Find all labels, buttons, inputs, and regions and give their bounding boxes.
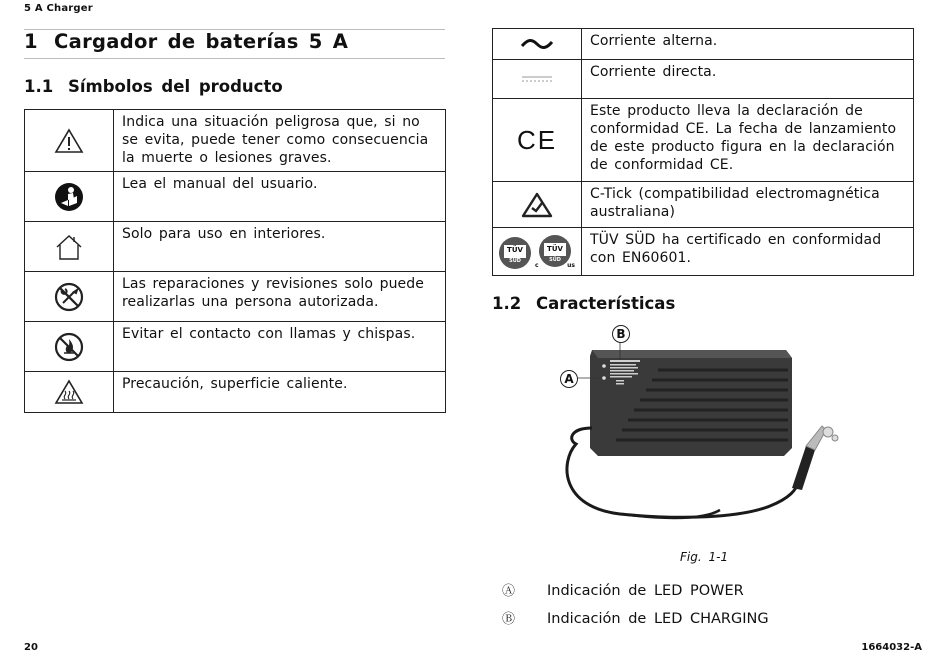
warning-triangle-icon <box>25 110 114 172</box>
page-number: 20 <box>24 642 38 653</box>
symbol-row <box>25 322 446 372</box>
c-tick-icon <box>493 182 582 228</box>
electrical-symbols-table <box>492 28 914 276</box>
symbol-row <box>493 29 914 60</box>
legend-mark-a: Ⓐ <box>502 584 516 599</box>
legend-mark-b: Ⓑ <box>502 612 516 627</box>
tuv-cus-badge: TÜV SÜD c us <box>535 235 575 269</box>
ce-mark-text: CE <box>516 124 558 155</box>
section-1-2-title: Características <box>536 294 676 313</box>
section-1-2-number: 1.2 <box>492 294 522 313</box>
legend-item-charging <box>502 608 769 627</box>
callout-b: B <box>612 325 630 343</box>
symbol-description: Precaución, superficie caliente. <box>114 372 446 413</box>
symbol-row <box>493 182 914 228</box>
no-repair-icon <box>25 272 114 322</box>
symbol-description: Indica una situación peligrosa que, si no se evita, puede tener como consecuencia la muerte o lesiones graves. <box>114 110 446 172</box>
symbol-description: Las reparaciones y revisiones solo puede realizarlas una persona autorizada. <box>114 272 446 322</box>
symbol-description: Este producto lleva la declaración de conformidad CE. La fecha de lanzamiento de este producto figura en la declaración de conformidad CE. <box>582 99 914 182</box>
ce-mark-icon <box>493 99 582 182</box>
charger-illustration <box>540 322 860 544</box>
legend-text: Indicación de LED POWER <box>547 583 744 599</box>
symbol-description: Corriente alterna. <box>582 29 914 60</box>
symbol-row <box>25 272 446 322</box>
symbol-row <box>25 110 446 172</box>
section-1-heading <box>24 30 445 56</box>
symbol-row <box>25 172 446 222</box>
tuv-sud-icon <box>493 228 582 276</box>
heading-rule-bottom <box>24 58 445 59</box>
symbol-description: TÜV SÜD ha certificado en conformidad con EN60601. <box>582 228 914 276</box>
symbol-description: Evitar el contacto con llamas y chispas. <box>114 322 446 372</box>
symbol-description: Solo para uso en interiores. <box>114 222 446 272</box>
section-1-number: 1 <box>24 30 38 53</box>
alternating-current-icon <box>493 29 582 60</box>
symbol-row <box>25 222 446 272</box>
symbol-row <box>25 372 446 413</box>
indoor-house-icon <box>25 222 114 272</box>
product-symbols-table <box>24 109 446 413</box>
symbol-row <box>493 60 914 99</box>
callout-a: A <box>560 370 578 388</box>
figure-caption: Fig. 1-1 <box>680 550 729 564</box>
symbol-description: Lea el manual del usuario. <box>114 172 446 222</box>
direct-current-icon <box>493 60 582 99</box>
legend-text: Indicación de LED CHARGING <box>547 611 769 627</box>
read-manual-icon <box>25 172 114 222</box>
section-1-1-number: 1.1 <box>24 77 54 96</box>
legend-item-power <box>502 580 744 599</box>
section-1-1-title: Símbolos del producto <box>68 77 283 96</box>
symbol-description: C-Tick (compatibilidad electromagnética australiana) <box>582 182 914 228</box>
document-id: 1664032-A <box>861 642 922 653</box>
section-1-title: Cargador de baterías 5 A <box>54 30 349 53</box>
symbol-row <box>493 99 914 182</box>
section-1-2-heading <box>492 294 675 313</box>
hot-surface-icon <box>25 372 114 413</box>
section-1-1-heading <box>24 77 283 96</box>
running-header: 5 A Charger <box>24 3 93 14</box>
tuv-badge: TÜV SÜD <box>499 237 531 269</box>
symbol-description: Corriente directa. <box>582 60 914 99</box>
no-flame-icon <box>25 322 114 372</box>
symbol-row <box>493 228 914 276</box>
